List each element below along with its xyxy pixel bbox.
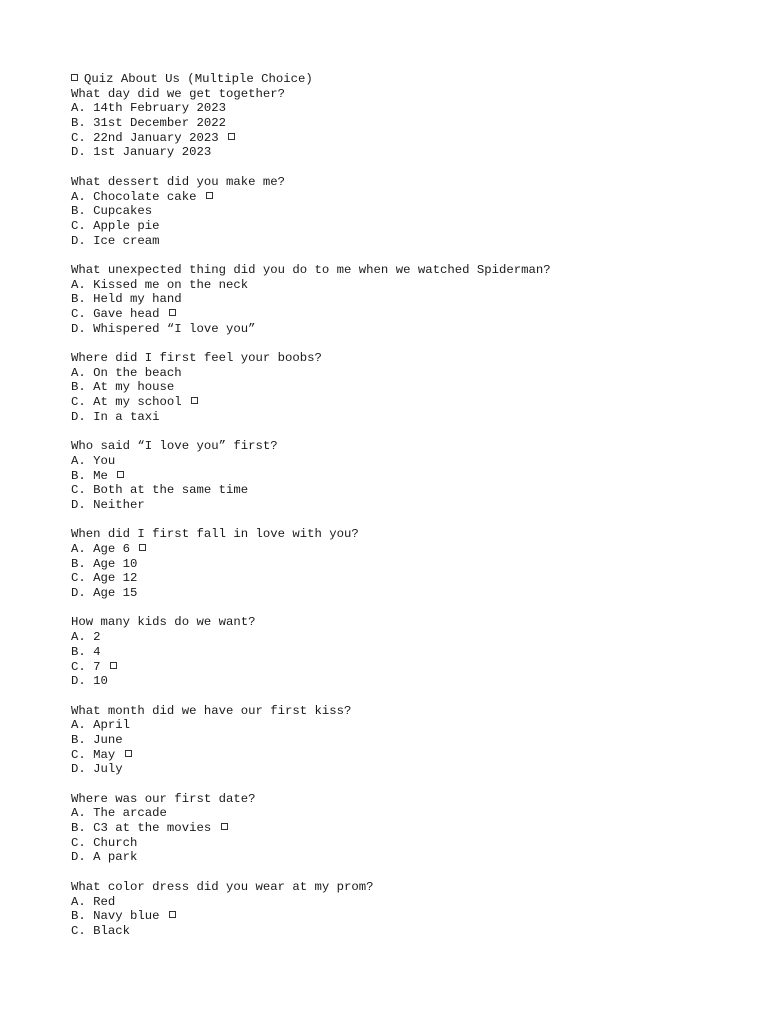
answer-option-label: A. Kissed me on the neck (71, 277, 249, 292)
answer-option-label: C. Church (71, 835, 138, 850)
answer-option (71, 630, 751, 645)
question-text: What color dress did you wear at my prom? (71, 879, 374, 894)
answer-option (71, 498, 751, 513)
answer-option-label: A. 2 (71, 630, 101, 645)
box-icon (169, 911, 176, 918)
question-text: Who said “I love you” first? (71, 439, 278, 454)
question-text: How many kids do we want? (71, 615, 256, 630)
answer-option (71, 190, 751, 205)
answer-option (71, 748, 751, 763)
answer-option (71, 454, 751, 469)
answer-option (71, 234, 751, 249)
answer-option (71, 542, 751, 557)
answer-option-label: C. Gave head (71, 307, 160, 321)
question-block (71, 175, 751, 248)
question-block (71, 263, 751, 336)
answer-option (71, 380, 751, 395)
quiz-document (71, 72, 751, 953)
answer-option-label: D. 10 (71, 674, 108, 689)
box-icon (206, 192, 213, 199)
question-block (71, 880, 751, 939)
answer-option-label: C. Black (71, 923, 131, 938)
box-icon (191, 397, 198, 404)
answer-option-label: D. Neither (71, 497, 145, 512)
box-icon (221, 823, 228, 830)
answer-option-label: D. A park (71, 850, 138, 865)
answer-option-label: D. Whispered “I love you” (71, 321, 256, 336)
box-icon (71, 74, 78, 81)
answer-option (71, 806, 751, 821)
answer-option (71, 571, 751, 586)
answer-option (71, 219, 751, 234)
answer-option (71, 924, 751, 939)
answer-option-label: A. The arcade (71, 806, 167, 821)
question-text: Where was our first date? (71, 791, 256, 806)
answer-option (71, 410, 751, 425)
answer-option-label: B. 4 (71, 644, 101, 659)
answer-option-label: D. July (71, 762, 123, 777)
answer-option-label: B. Me (71, 468, 108, 483)
answer-option-label: B. Navy blue (71, 909, 160, 924)
answer-option (71, 483, 751, 498)
answer-option (71, 395, 751, 410)
question-text: Where did I first feel your boobs? (71, 351, 322, 366)
answer-option (71, 645, 751, 660)
answer-option (71, 821, 751, 836)
box-icon (110, 662, 117, 669)
answer-option (71, 850, 751, 865)
question-block (71, 87, 751, 160)
question-block (71, 439, 751, 512)
box-icon (228, 133, 235, 140)
answer-option (71, 131, 751, 146)
answer-option-label: B. At my house (71, 380, 175, 395)
answer-option (71, 733, 751, 748)
answer-option-label: B. Held my hand (71, 292, 182, 307)
box-icon (125, 750, 132, 757)
answer-option (71, 660, 751, 675)
answer-option-label: B. Age 10 (71, 556, 138, 571)
question-block (71, 704, 751, 777)
answer-option-label: B. 31st December 2022 (71, 116, 226, 131)
quiz-title: Quiz About Us (Multiple Choice) (84, 72, 313, 86)
question-block (71, 792, 751, 865)
question-text: What dessert did you make me? (71, 174, 286, 189)
answer-option (71, 718, 751, 733)
answer-option-label: B. Cupcakes (71, 204, 153, 219)
answer-option (71, 762, 751, 777)
answer-option-label: C. At my school (71, 395, 182, 410)
question-block (71, 527, 751, 600)
box-icon (169, 309, 176, 316)
box-icon (117, 471, 124, 478)
answer-option (71, 586, 751, 601)
answer-option-label: D. Ice cream (71, 233, 160, 248)
answer-option (71, 292, 751, 307)
answer-option (71, 895, 751, 910)
question-list (71, 87, 751, 939)
answer-option (71, 469, 751, 484)
answer-option-label: D. 1st January 2023 (71, 145, 212, 160)
answer-option-label: D. In a taxi (71, 409, 160, 424)
answer-option (71, 307, 751, 322)
answer-option (71, 557, 751, 572)
answer-option (71, 909, 751, 924)
answer-option-label: B. C3 at the movies (71, 821, 212, 836)
answer-option (71, 145, 751, 160)
answer-option-label: A. Red (71, 894, 116, 909)
answer-option-label: C. 22nd January 2023 (71, 130, 219, 145)
question-text: What unexpected thing did you do to me when we watched Spiderman? (71, 262, 551, 277)
answer-option (71, 101, 751, 116)
answer-option-label: C. May (71, 747, 116, 762)
answer-option-label: B. June (71, 732, 123, 747)
answer-option (71, 674, 751, 689)
answer-option-label: C. 7 (71, 659, 101, 674)
answer-option (71, 322, 751, 337)
box-icon (139, 544, 146, 551)
answer-option-label: A. Chocolate cake (71, 189, 197, 204)
answer-option (71, 836, 751, 851)
question-text: What month did we have our first kiss? (71, 703, 352, 718)
question-text: When did I first fall in love with you? (71, 527, 359, 542)
answer-option-label: C. Apple pie (71, 218, 160, 233)
answer-option-label: A. On the beach (71, 365, 182, 380)
answer-option (71, 116, 751, 131)
answer-option-label: A. 14th February 2023 (71, 101, 226, 116)
answer-option (71, 366, 751, 381)
question-block (71, 615, 751, 688)
question-text: What day did we get together? (71, 86, 286, 101)
answer-option-label: C. Both at the same time (71, 483, 249, 498)
answer-option-label: A. April (71, 718, 131, 733)
question-block (71, 351, 751, 424)
answer-option (71, 278, 751, 293)
answer-option-label: A. Age 6 (71, 542, 131, 556)
answer-option (71, 204, 751, 219)
answer-option-label: D. Age 15 (71, 586, 138, 601)
answer-option-label: C. Age 12 (71, 571, 138, 586)
answer-option-label: A. You (71, 453, 116, 468)
quiz-title-line (71, 72, 751, 87)
